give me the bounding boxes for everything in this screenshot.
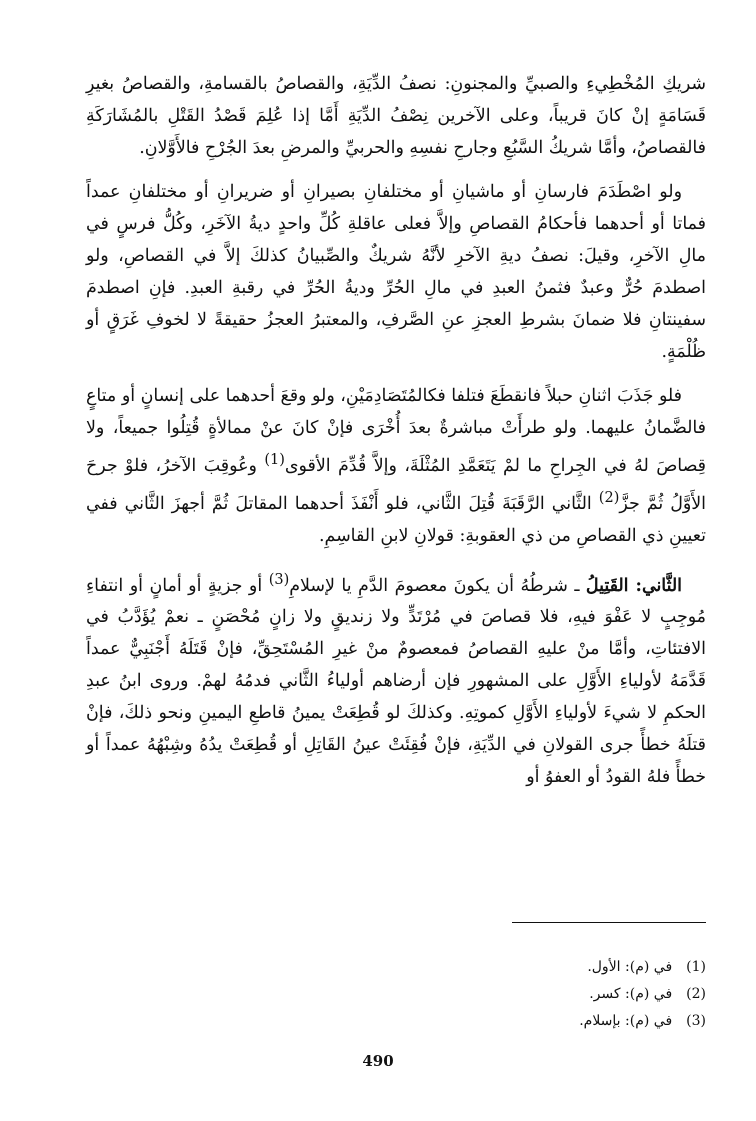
paragraph-text: أو جزيةٍ أو أمانٍ أو انتفاءِ مُوجِبٍ لا عَفْوَ فيهِ، فلا قصاصَ في مُرْتَدٍّ ولا زنديقٍ ولا زانٍ مُحْصَنٍ ـ نعمْ يُؤَدَّبُ في الافتئاتِ، وأمَّا منْ عليهِ القصاصُ فمعصومٌ منْ غيرِ المُسْتَحِقِّ، فإنْ قَتَلَهُ أَجْنَبِيٌّ عمداً قَدَّمَهُ لأولياءِ الأَوَّلِ على المشهورِ فإن أرضاهم أولياءُ الثَّاني فدمُهُ لهمْ. وروى ابنُ عبدِ الحكمِ لا شيءَ لأولياءِ الأَوَّلِ كموتِهِ. وكذلكَ لو قُطِعَتْ يمينُ قاطعِ اليمينِ ونحو ذلكَ، فإنْ قتلَهُ خطأً جرى القولانِ في الدِّيَةِ، فإنْ فُقِئَتْ عينُ القَاتِلِ أو قُطِعَتْ يدُهُ وشِبْهُهُ عمداً أو خطأً فلهُ القودُ أو العفوُ أو (86, 575, 706, 788)
footnote-text: في (م): كسر. (589, 986, 673, 1002)
footnote-text: في (م): بإسلام. (579, 1013, 673, 1029)
footnote-ref: (2) (598, 489, 620, 506)
paragraph-text: ولو اصْطَدَمَ فارسانِ أو ماشيانِ أو مختلفانِ بصيرانِ أو ضريرانِ أو مختلفانِ عمداً فماتا أو أحدهما فأحكامُ القصاصِ وإلاَّ فعلى عاقلةِ كُلِّ واحدٍ ديةُ الآخَرِ، وكُلُّ فرسٍ في مالِ الآخرِ، وقيلَ: نصفُ ديةِ الآخرِ لأنَّهُ شريكٌ والصِّبيانُ كذلكَ إلاَّ في القصاصِ، ولو اصطدمَ حُرٌّ وعبدٌ فثمنُ العبدِ في مالِ الحُرِّ وديةُ الحُرِّ في رقبةِ العبدِ. فإنِ اصطدمَ سفينتانِ فلا ضمانَ بشرطِ العجزِ عنِ الصَّرفِ، والمعتبرُ العجزُ حقيقةً لا لخوفِ غَرَقٍ أو ظُلْمَةٍ. (86, 182, 706, 362)
page-body (86, 68, 706, 805)
paragraph-4 (86, 564, 706, 794)
footnote-2 (406, 981, 706, 1008)
paragraph-1 (86, 68, 706, 164)
footnote-ref: (1) (264, 452, 285, 468)
footnote-3 (406, 1008, 706, 1035)
footnotes (406, 954, 706, 1035)
footnote-1 (406, 954, 706, 981)
paragraph-3 (86, 380, 706, 552)
paragraph-2 (86, 176, 706, 368)
paragraph-text: الثَّاني الرَّقَبَةَ قُتِلَ الثَّاني، فلو أَنْفَذَ أحدهما المقاتلَ ثُمَّ أجهزَ الثَّاني ففي تعيينِ ذي القصاصِ من ذي العقوبةِ: قولانِ لابنِ القاسِمِ. (86, 493, 706, 546)
footnote-ref: (3) (268, 571, 290, 588)
paragraph-text: شريكِ المُخْطِيءِ والصبيِّ والمجنونِ: نصفُ الدِّيَةِ، والقصاصُ بالقسامةِ، والقصاصُ بغيرِ قَسَامَةٍ إنْ كانَ قريباً، وعلى الآخرين نِصْفُ الدِّيَةِ أَمَّا إذا عُلِمَ قَصْدُ القَتْلِ بالمُشَارَكَةِ فالقصاصُ، وأمَّا شريكُ السَّبُعِ وجارحِ نفسِهِ والحربيِّ والمرضِ بعدَ الجُرْحِ فالأَوَّلانِ. (86, 74, 706, 158)
footnote-text: في (م): الأول. (587, 959, 673, 975)
footnote-number: (3) (686, 1013, 706, 1029)
footnote-divider (512, 922, 706, 923)
paragraph-text: فلو جَذَبَ اثنانِ حبلاً فانقطَعَ فتلفا فكالمُتَصَادِمَيْنِ، ولو وقعَ أحدهما على إنسانٍ أو متاعٍ فالضَّمانُ عليهما. ولو طرأَتْ مباشرةٌ بعدَ أُخْرَى فإنْ كانَ عنْ ممالأةٍ قُتِلُوا جميعاً، ولا قِصاصَ لهُ في الجِراحِ ما لمْ يَتَعَمَّدِ المُثْلَةَ، وإلاَّ قُدِّمَ الأقوى (86, 386, 706, 476)
page-number: 490 (362, 1052, 394, 1070)
footnote-number: (1) (686, 959, 706, 975)
paragraph-text: وعُوقِبَ الآخرُ، فلوْ جرحَ الأَوَّلُ ثُمَّ جزَّ (86, 455, 706, 514)
paragraph-text: ـ شرطُهُ أن يكونَ معصومَ الدَّمِ يا لإسلامِ (289, 575, 586, 596)
section-heading: الثَّاني: القَتِيلُ (585, 575, 682, 596)
footnote-number: (2) (686, 986, 706, 1002)
